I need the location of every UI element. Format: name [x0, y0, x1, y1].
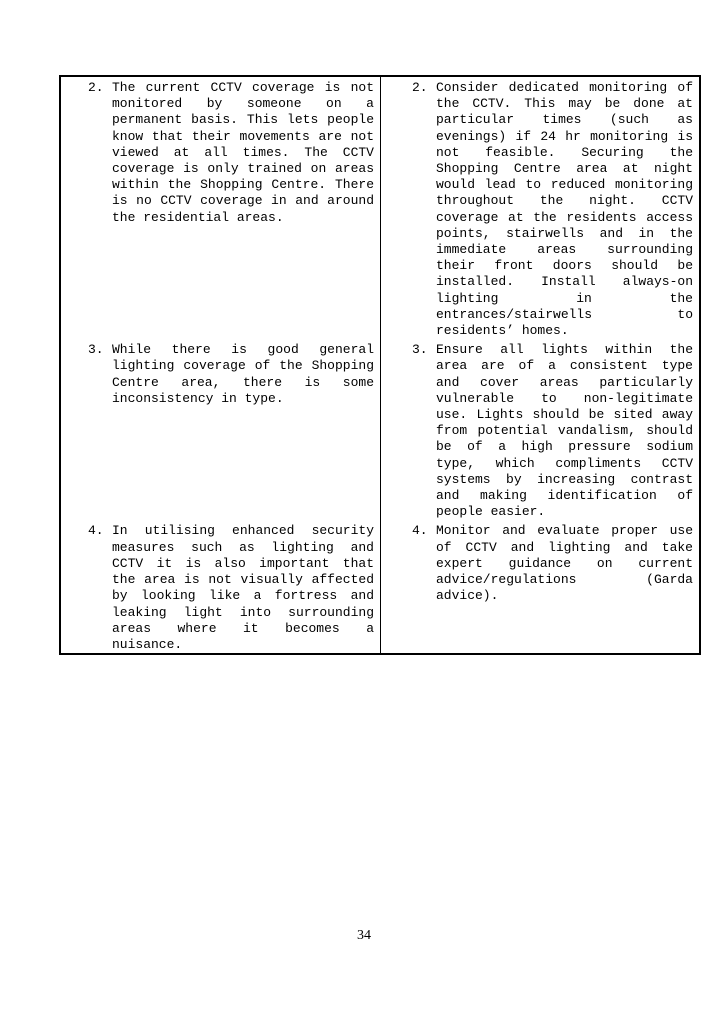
recommendation-cell: [381, 76, 701, 339]
recommendation-item: [381, 77, 699, 339]
table-row: [60, 339, 700, 520]
issue-item: [61, 520, 380, 653]
item-number: 2.: [88, 80, 104, 95]
recommendations-table: [59, 75, 701, 655]
recommendation-cell: [381, 520, 701, 654]
item-text: Ensure all lights within the area are of a consistent type and cover areas particularly vulnerable to non-legitimate use. Lights should be sited away from potential vandalism, should be of a high pressure sodium type, which compliments CCTV systems by increasing contrast and making identification of people easier.: [436, 342, 693, 520]
item-number: 4.: [88, 523, 104, 539]
item-text: Monitor and evaluate proper use of CCTV and lighting and take expert guidance on current advice/regulations (Garda advice).: [436, 523, 693, 604]
issue-cell: [60, 520, 381, 654]
issue-item: [61, 339, 380, 407]
item-text: Consider dedicated monitoring of the CCTV. This may be done at particular times (such as evenings) if 24 hr monitoring is not feasible. Securing the Shopping Centre area at night would lead to reduced monitoring throughout the night. CCTV coverage at the residents access points, stairwells and in the immediate areas surrounding their front doors should be installed. Install always-on lighting in the entrances/stairwells to residents’ homes.: [436, 80, 693, 339]
issue-cell: [60, 339, 381, 520]
item-text: The current CCTV coverage is not monitored by someone on a permanent basis. This lets people know that their movements are not viewed at all times. The CCTV coverage is only trained on areas within the Shopping Centre. There is no CCTV coverage in and around the residential areas.: [112, 80, 374, 225]
issue-item: [61, 77, 380, 226]
item-text: While there is good general lighting coverage of the Shopping Centre area, there is some inconsistency in type.: [112, 342, 374, 406]
item-number: 3.: [412, 342, 428, 358]
item-number: 2.: [412, 80, 428, 95]
item-number: 3.: [88, 342, 104, 358]
recommendation-item: [381, 520, 699, 604]
recommendation-cell: [381, 339, 701, 520]
page-number: 34: [357, 928, 371, 943]
issue-cell: [60, 76, 381, 339]
item-text: In utilising enhanced security measures such as lighting and CCTV it is also important that the area is not visually affected by looking like a fortress and leaking light into surrounding areas where it becomes a nuisance.: [112, 523, 374, 652]
item-number: 4.: [412, 523, 428, 539]
table-row: [60, 76, 700, 339]
table-row: [60, 520, 700, 654]
recommendation-item: [381, 339, 699, 520]
